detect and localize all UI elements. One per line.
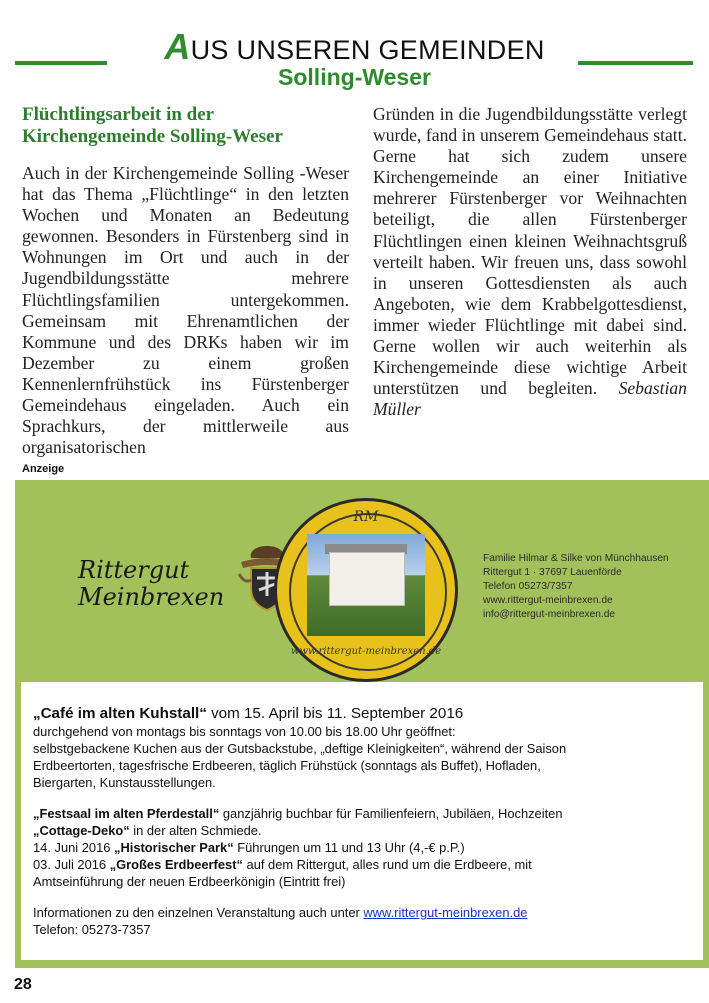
info-line: Informationen zu den einzelnen Veranstaltung auch unter www.rittergut-meinbrexen.de <box>33 905 528 920</box>
article-author: Sebastian Müller <box>373 378 687 420</box>
phone-line: Telefon: 05273-7357 <box>33 922 151 937</box>
article-title: Flüchtlingsarbeit in der Kirchengemeinde Solling-Weser <box>22 104 283 147</box>
article-column-right <box>373 104 687 420</box>
ad-text: „Café im alten Kuhstall“ vom 15. April bis 11. September 2016 durchgehend von montags bis sonntags von 10.00 bis 18.00 Uhr geöffnet: selbstgebackene Kuchen aus der Gutsbackstube, „deftige Kleinigkeiten“, während der Saison Erdbeertorten, tagesfrische Erdbeeren, täglich Frühstück (sonntags als Buffet), Hofladen, Biergarten, Kunstausstellungen. „Festsaal im alten Pferdestall“ ganzjährig buchbar für Familienfeiern, Jubiläen, Hochzeiten „Cottage-Deko“ in der alten Schmiede. 14. Juni 2016 „Historischer Park“ Führungen um 11 und 13 Uhr (4,-€ p.P.) 03. Juli 2016 „Großes Erdbeerfest“ auf dem Rittergut, alles rund um die Erdbeere, mit Amtseinführung der neuen Erdbeerkönigin (Eintritt frei) Informationen zu den einzelnen Veranstaltung auch unter www.rittergut-meinbrexen.de Telefon: 05273-7357 <box>33 704 693 938</box>
contact-email[interactable]: info@rittergut-meinbrexen.de <box>483 609 616 620</box>
erdbeerfest-line: 03. Juli 2016 „Großes Erdbeerfest“ auf dem Rittergut, alles rund um die Erdbeere, mit <box>33 857 532 872</box>
logo-medallion <box>274 498 458 682</box>
manor-photo <box>307 534 425 636</box>
advertisement <box>15 480 709 968</box>
article-text-col2: Gründen in die Jugendbildungsstätte verlegt wurde, fand in unserem Gemeindehaus statt. Gerne hat sich zudem unsere Kirchengemeinde an einer Initiative mehrerer Fürstenberger vor Weihnachten beteiligt, die allen Fürstenberger Flüchtlingen einen kleinen Weihnachtsgruß verteilt haben. Wir freuen uns, dass sowohl in unseren Gottesdiensten als auch Angeboten, wie dem Krabbelgottesdienst, immer wieder Flüchtlinge mit dabei sind. Gerne wollen wir auch weiterhin als Kirchengemeinde diese wichtige Arbeit unterstützen und begleiten. Sebastian Müller <box>373 104 687 420</box>
contact-family: Familie Hilmar & Silke von Münchhausen <box>483 553 669 564</box>
section-title <box>0 26 709 68</box>
ad-contact-block <box>483 552 669 622</box>
contact-address: Rittergut 1 · 37697 Lauenförde <box>483 567 622 578</box>
contact-phone: Telefon 05273/7357 <box>483 581 573 592</box>
cafe-headline: „Café im alten Kuhstall“ vom 15. April bis 11. September 2016 <box>33 705 464 722</box>
article-column-left <box>22 104 349 458</box>
cottage-line: „Cottage-Deko“ in der alten Schmiede. <box>33 823 262 838</box>
article-text-col1: Auch in der Kirchengemeinde Solling -Weser hat das Thema „Flüchtlinge“ in den letzten Wochen und Monaten an Bedeutung gewonnen. Besonders in Fürstenberg sind in Wohnungen im Ort und auch in der Jugendbildungsstätte mehrere Flüchtlingsfamilien untergekommen. Gemeinsam mit Ehrenamtlichen der Kommune und des DRKs haben wir im Dezember zu einem großen Kennenlernfrühstück ins Fürstenberger Gemeindehaus eingeladen. Auch ein Sprachkurs, der mittlerweile aus organisatorischen <box>22 163 349 458</box>
section-title-initial: A <box>164 26 191 67</box>
ad-label: Anzeige <box>22 463 65 475</box>
website-link[interactable]: www.rittergut-meinbrexen.de <box>363 905 528 920</box>
section-subtitle: Solling-Weser <box>278 64 431 90</box>
page-number: 28 <box>14 976 32 993</box>
section-title-rest: US UNSEREN GEMEINDEN <box>190 35 545 65</box>
ad-brand-name: Rittergut Meinbrexen <box>78 556 225 611</box>
medallion-url: www.rittergut-meinbrexen.de <box>290 646 442 657</box>
contact-website[interactable]: www.rittergut-meinbrexen.de <box>483 595 613 606</box>
monogram: RM <box>353 509 379 525</box>
park-line: 14. Juni 2016 „Historischer Park“ Führungen um 11 und 13 Uhr (4,-€ p.P.) <box>33 840 465 855</box>
festsaal-line: „Festsaal im alten Pferdestall“ ganzjährig buchbar für Familienfeiern, Jubiläen, Hochzeiten <box>33 806 563 821</box>
